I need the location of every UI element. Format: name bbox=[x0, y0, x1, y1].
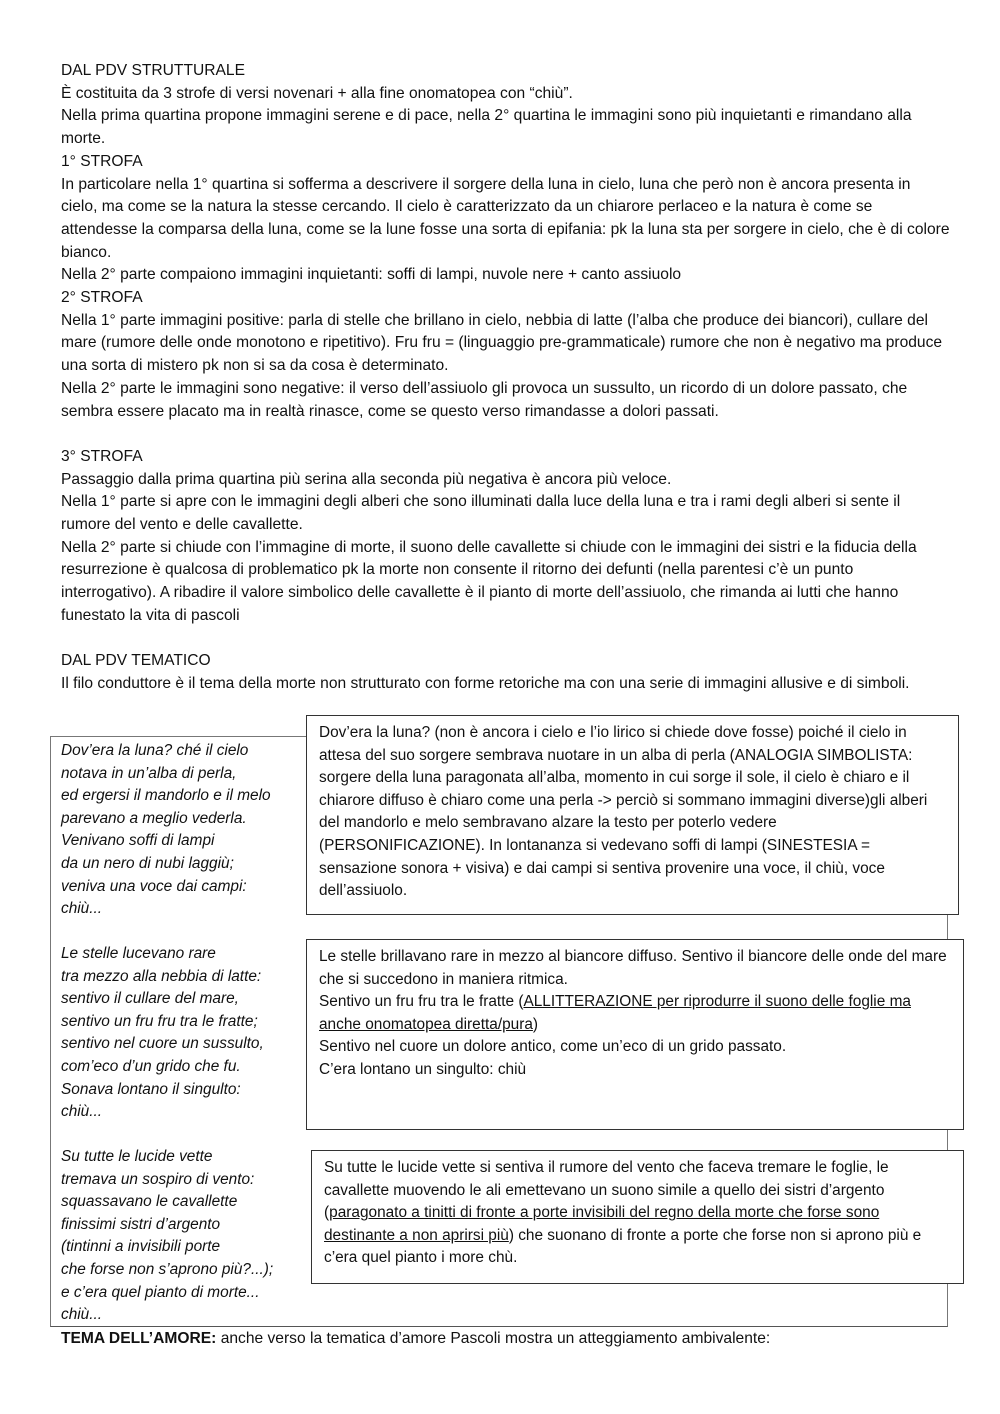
poem-line: chiù... bbox=[61, 1306, 103, 1324]
poem-line: veniva una voce dai campi: bbox=[61, 877, 247, 895]
poem-line: ed ergersi il mandorlo e il melo bbox=[61, 787, 271, 805]
paragraph: Nella 1° parte immagini positive: parla di stelle che brillano in cielo, nebbia di latte (l’alba che produce dei biancori), cullare del mare (rumore delle onde monotono e ripetitivo). Fru fru = (linguaggio pre-grammaticale) rumore che non è negativo ma produce una sorta di mistero pk non si sa da cosa è determinato. bbox=[61, 311, 943, 375]
poem-line: da un nero di nubi laggiù; bbox=[61, 854, 234, 872]
commentary-box-1 bbox=[306, 715, 959, 915]
poem-stanza-2 bbox=[61, 943, 301, 1124]
commentary-box-2 bbox=[306, 939, 964, 1130]
paragraph: In particolare nella 1° quartina si sofferma a descrivere il sorgere della luna in cielo, luna che però non è ancora presenta in cielo, ma come se la natura la stesse cercando. Il cielo è caratterizzato da un chiarore perlaceo e la natura è come se attendesse la comparsa della luna, come se la lune fosse una sorta di epifania: pk la luna sta per sorgere in cielo, che è di colore bianco. bbox=[61, 175, 950, 261]
paragraph: Nella 2° parte si chiude con l’immagine di morte, il suono delle cavallette si chiude con le immagini dei sistri e la fiducia della resurrezione è qualcosa di problematico pk la morte non consente il ritorno dei defunti (nella parentesi c’è un punto interrogativo). A ribadire il valore simbolico delle cavallette è il pianto di morte dell’assiuolo, che rimanda ai lutti che hanno funestato la vita di pascoli bbox=[61, 538, 917, 624]
poem-line: chiù... bbox=[61, 1103, 103, 1121]
section-heading: DAL PDV STRUTTURALE bbox=[61, 62, 245, 79]
paragraph: Il filo conduttore è il tema della morte non strutturato con forme retoriche ma con una serie di immagini allusive e di simboli. bbox=[61, 674, 910, 692]
poem-line: che forse non s’aprono più?...); bbox=[61, 1260, 274, 1278]
love-theme-text: anche verso la tematica d’amore Pascoli mostra un atteggiamento ambivalente: bbox=[216, 1330, 771, 1347]
poem-line: sentivo un fru fru tra le fratte; bbox=[61, 1012, 258, 1030]
section-heading: DAL PDV TEMATICO bbox=[61, 652, 211, 670]
underlined-text: paragonato a tinitti di fronte a porte invisibili del regno della morte che forse sono destinante a non aprirsi più bbox=[324, 1204, 880, 1244]
poem-stanza-3 bbox=[61, 1146, 301, 1327]
poem-line: chiù... bbox=[61, 900, 103, 918]
poem-line: Venivano soffi di lampi bbox=[61, 832, 215, 850]
commentary-text: Le stelle brillavano rare in mezzo al biancore diffuso. Sentivo il biancore delle onde del mare che si succedono in maniera ritmica. bbox=[319, 948, 947, 988]
structural-section bbox=[61, 60, 951, 696]
poem-line: tremava un sospiro di vento: bbox=[61, 1170, 255, 1188]
poem-line: parevano a meglio vederla. bbox=[61, 809, 247, 827]
poem-line: Le stelle lucevano rare bbox=[61, 945, 216, 962]
commentary-text: Dov’era la luna? (non è ancora i cielo e l’io lirico si chiede dove fosse) poiché il cielo in attesa del suo sorgere sembrava nuotare in un alba di perla (ANALOGIA SIMBOLISTA: sorgere della luna paragonata all’alba, momento in cui sorge il sole, il cielo è chiaro e il chiarore diffuso è chiaro come una perla -> perciò si sommano immagini diverse)gli alberi del mandorlo e melo sembravano alzare la testo per poterlo vedere (PERSONIFICAZIONE). In lontananza si vedevano soffi di lampi (SINESTESIA = sensazione sonora + visiva) e dai campi si sentiva provenire una voce, il chiù, voce dell’assiuolo. bbox=[319, 724, 928, 900]
paragraph: Nella 1° parte si apre con le immagini degli alberi che sono illuminati dalla luce della luna e tra i rami degli alberi si sente il rumore del vento e delle cavallette. bbox=[61, 493, 901, 534]
poem-line: e c’era quel pianto di morte... bbox=[61, 1283, 260, 1301]
commentary-text: Sentivo nel cuore un dolore antico, come un’eco di un grido passato. bbox=[319, 1038, 787, 1056]
stanza-heading: 3° STROFA bbox=[61, 447, 143, 465]
paragraph: È costituita da 3 strofe di versi novenari + alla fine onomatopea con “chiù”. bbox=[61, 84, 573, 102]
poem-stanza-1 bbox=[61, 740, 301, 921]
commentary-box-3 bbox=[311, 1150, 964, 1284]
stanza-heading: 1° STROFA bbox=[61, 152, 143, 170]
poem-line: squassavano le cavallette bbox=[61, 1193, 238, 1211]
underlined-text: ALLITTERAZIONE per riprodurre il suono delle foglie ma anche onomatopea diretta/pura bbox=[319, 993, 911, 1033]
poem-line: sentivo il cullare del mare, bbox=[61, 990, 239, 1008]
paragraph: Passaggio dalla prima quartina più serina alla seconda più negativa è ancora più veloce. bbox=[61, 470, 672, 488]
poem-line: notava in un’alba di perla, bbox=[61, 764, 237, 782]
poem-line: tra mezzo alla nebbia di latte: bbox=[61, 967, 262, 985]
commentary-text: Sentivo un fru fru tra le fratte (ALLITTERAZIONE per riprodurre il suono delle foglie ma anche onomatopea diretta/pura) bbox=[319, 993, 911, 1033]
commentary-text: C’era lontano un singulto: chiù bbox=[319, 1060, 527, 1078]
poem-line: finissimi sistri d’argento bbox=[61, 1215, 221, 1233]
paragraph: Nella 2° parte compaiono immagini inquietanti: soffi di lampi, nuvole nere + canto assiuolo bbox=[61, 266, 682, 284]
paragraph: Nella 2° parte le immagini sono negative: il verso dell’assiuolo gli provoca un sussulto, un ricordo di un dolore passato, che sembra essere placato ma in realtà rinasce, come se questo verso rimandasse a dolori passati. bbox=[61, 379, 908, 420]
love-theme-label: TEMA DELL’AMORE: bbox=[61, 1330, 217, 1347]
commentary-text: Su tutte le lucide vette si sentiva il rumore del vento che faceva tremare le foglie, le cavallette muovendo le ali emettevano un suono simile a quello dei sistri d’argento (paragonato a tinitti di fronte a porte invisibili del regno della morte che forse sono destinante a non aprirsi più) che suonano di fronte a porte che forse non si aprono più e c’era quel pianto i more chù. bbox=[324, 1159, 922, 1267]
poem-line: Sonava lontano il singulto: bbox=[61, 1080, 241, 1098]
love-theme-line bbox=[61, 1328, 770, 1351]
poem-line: Su tutte le lucide vette bbox=[61, 1148, 213, 1165]
poem-line: Dov’era la luna? ché il cielo bbox=[61, 742, 249, 759]
stanza-heading: 2° STROFA bbox=[61, 289, 143, 307]
poem-line: (tintinni a invisibili porte bbox=[61, 1238, 221, 1256]
paragraph: Nella prima quartina propone immagini serene e di pace, nella 2° quartina le immagini sono più inquietanti e rimandano alla morte. bbox=[61, 107, 912, 148]
poem-line: sentivo nel cuore un sussulto, bbox=[61, 1035, 264, 1053]
poem-line: com’eco d’un grido che fu. bbox=[61, 1057, 241, 1075]
